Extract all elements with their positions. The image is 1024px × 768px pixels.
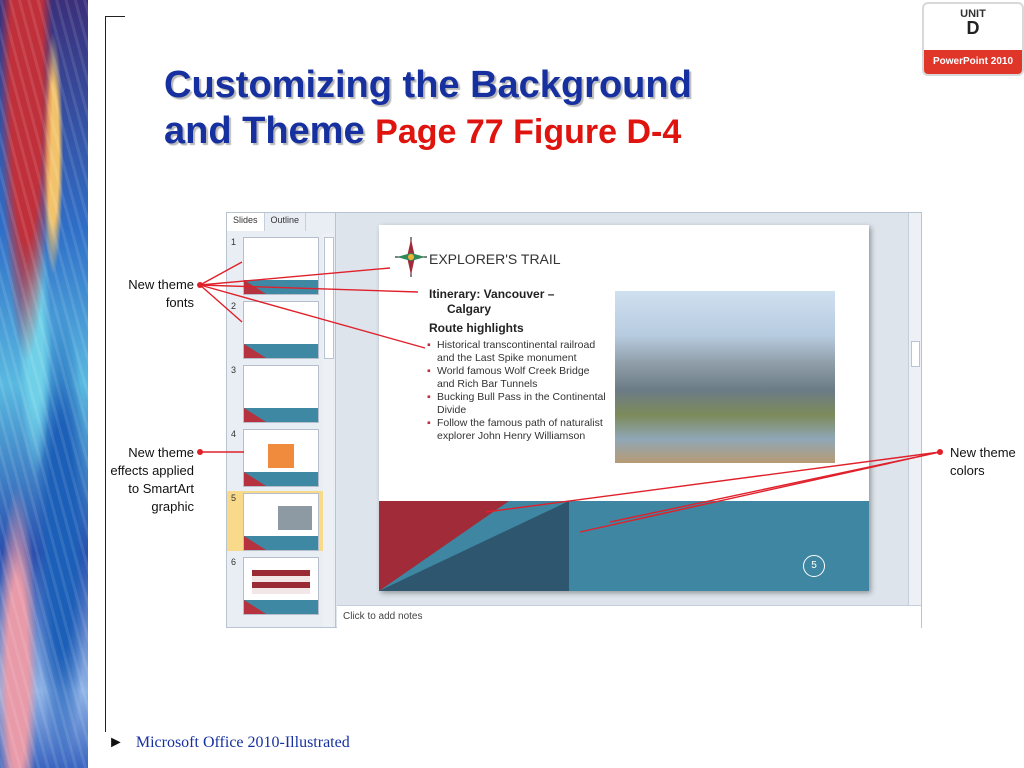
bullet-item: ▪ Bucking Bull Pass in the Continental Divide	[427, 391, 607, 417]
callout-theme-fonts: New theme fonts	[128, 277, 194, 310]
bullet-item: ▪ Follow the famous path of naturalist explorer John Henry Williamson	[427, 417, 607, 443]
slide-title: EXPLORER'S TRAIL	[429, 251, 561, 267]
bullet-item: ▪ World famous Wolf Creek Bridge and Rich Bar Tunnels	[427, 365, 607, 391]
route-heading: Route highlights	[429, 321, 524, 335]
footer	[108, 734, 350, 752]
callout-theme-effects: New theme effects applied to SmartArt graphic	[110, 445, 194, 514]
thumbnail-number: 3	[231, 365, 237, 375]
footer-arrow-icon: ►	[108, 734, 124, 751]
subtitle-line2: Calgary	[447, 302, 492, 316]
thumbnail-number: 2	[231, 301, 237, 311]
thumbnail-number: 4	[231, 429, 237, 439]
tab-slides[interactable]: Slides	[227, 213, 265, 231]
notes-placeholder: Click to add notes	[343, 611, 423, 622]
thumbnail-number: 6	[231, 557, 237, 567]
thumbnail-number: 1	[231, 237, 237, 247]
slide-number: 5	[803, 555, 825, 577]
title-reference: Page 77 Figure D-4	[375, 113, 682, 151]
callout-theme-colors: New theme colors	[950, 445, 1016, 478]
bullet-item: ▪ Historical transcontinental railroad and the Last Spike monument	[427, 339, 607, 365]
title-line1: Customizing the Background	[164, 64, 692, 106]
unit-label: UNIT	[960, 8, 986, 20]
subtitle-line1: Itinerary: Vancouver –	[429, 287, 555, 301]
footer-text: Microsoft Office 2010-Illustrated	[135, 734, 350, 751]
thumbnail-number: 5	[231, 493, 237, 503]
tab-outline[interactable]: Outline	[265, 213, 307, 231]
unit-letter: D	[966, 18, 980, 38]
product-label: PowerPoint 2010	[924, 50, 1022, 74]
title-line2: and Theme	[164, 110, 365, 152]
